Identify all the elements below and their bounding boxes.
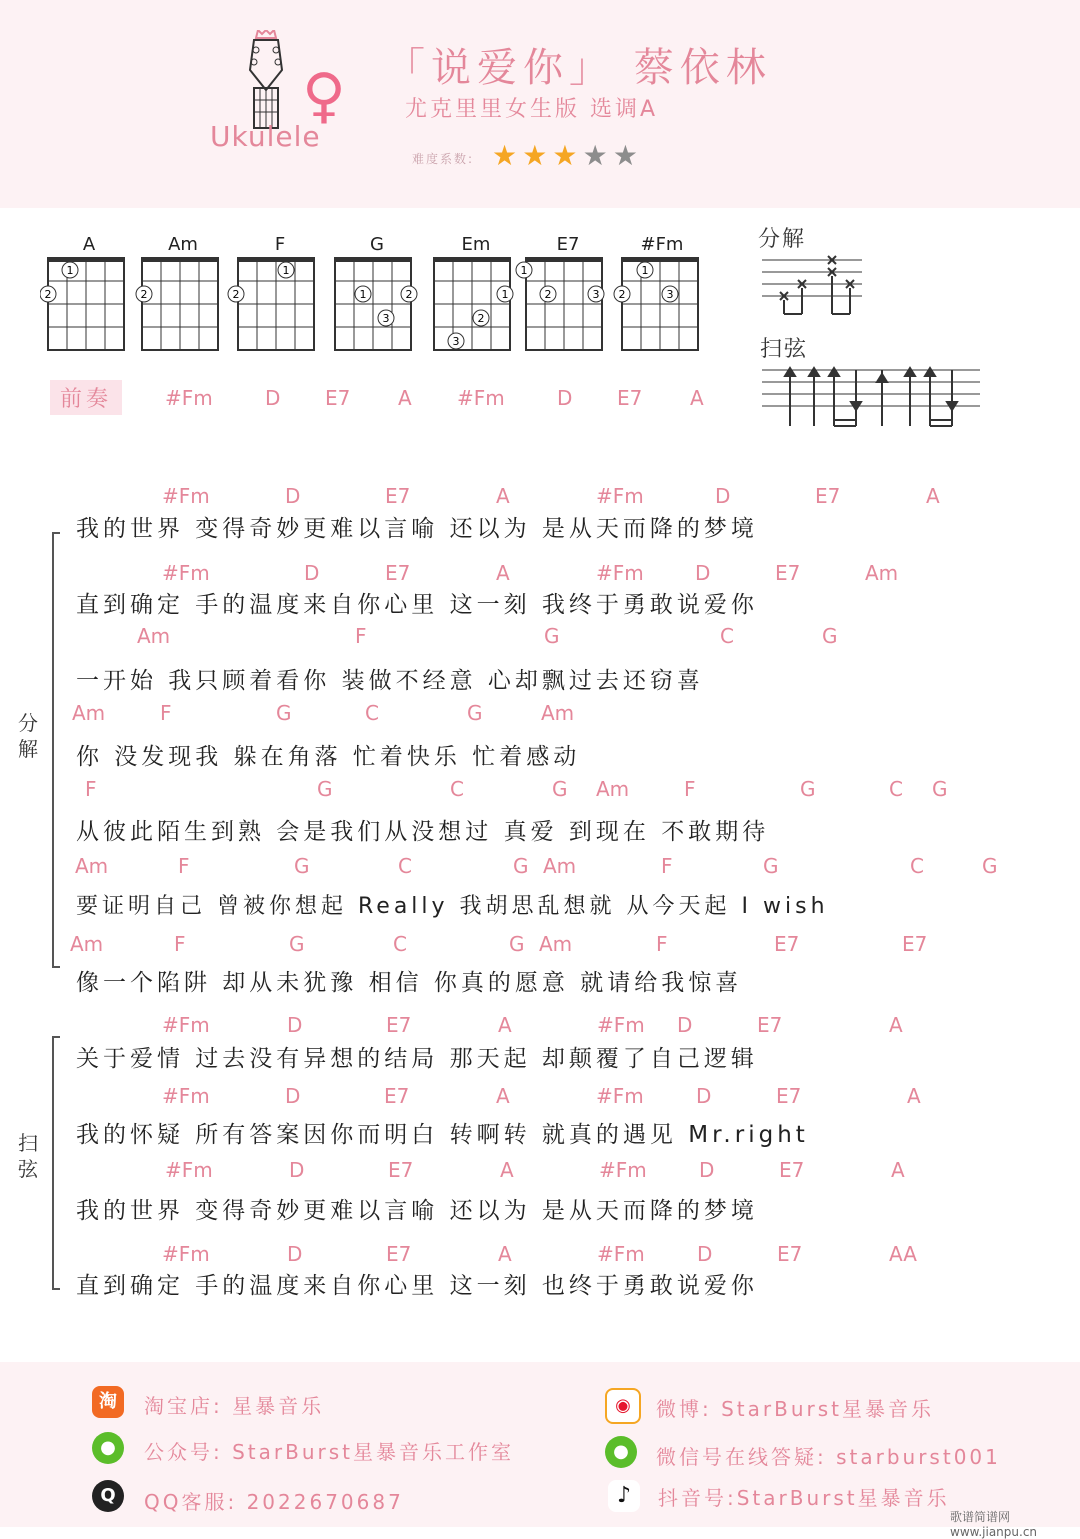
lyric-line: 要证明自己 曾被你想起 Really 我胡思乱想就 从今天起 I wish (76, 894, 829, 919)
difficulty-label: 难度系数: (412, 152, 475, 166)
site-watermark: 歌谱简谱网 www.jianpu.cn (950, 1510, 1038, 1539)
chord-label: E7 (774, 932, 800, 956)
chord-label: Am (70, 932, 104, 956)
lyric-line: 我的世界 变得奇妙更难以言喻 还以为 是从天而降的梦境 (76, 516, 758, 542)
page-subtitle: 尤克里里女生版 选调A (405, 97, 659, 122)
chord-label: #Fm (596, 1084, 644, 1108)
bracket-tick (52, 966, 60, 968)
chord-label: F (174, 932, 186, 956)
douyin-account: 抖音号:StarBurst星暴音乐 (658, 1486, 950, 1510)
lyric-line: 直到确定 手的温度来自你心里 这一刻 也终于勇敢说爱你 (76, 1273, 758, 1299)
star-icon: ★ (492, 139, 518, 172)
chord-label: E7 (388, 1158, 414, 1182)
chord-label: A (496, 561, 510, 585)
section-label-strum: 扫 弦 (18, 1131, 38, 1181)
chord-label: C (365, 701, 379, 725)
chord-name: A (82, 234, 96, 255)
chord-label: D (697, 1242, 713, 1266)
chord-label: D (696, 1084, 712, 1108)
chord-label: G (467, 701, 483, 725)
chord-label: A (496, 484, 510, 508)
chord-label: Am (75, 854, 109, 878)
chord-label: Am (541, 701, 575, 725)
svg-text:3: 3 (452, 335, 460, 348)
chord-label: E7 (385, 484, 411, 508)
chord-label: F (684, 777, 696, 801)
chord-label: E7 (757, 1013, 783, 1037)
star-icon: ★ (582, 139, 608, 172)
chord-label: #Fm (162, 1013, 210, 1037)
taobao-icon: 淘 (92, 1386, 124, 1418)
chord-label: D (287, 1013, 303, 1037)
svg-text:2: 2 (232, 288, 240, 301)
chord-label: A (500, 1158, 514, 1182)
chord-label: E7 (777, 1242, 803, 1266)
qq-icon: Q (92, 1480, 124, 1512)
lyric-line: 直到确定 手的温度来自你心里 这一刻 我终于勇敢说爱你 (76, 592, 758, 618)
chord-label: #Fm (597, 1242, 645, 1266)
chord-label: #Fm (597, 1013, 645, 1037)
intro-chord: E7 (325, 386, 351, 410)
chord-label: E7 (776, 1084, 802, 1108)
chord-label: A (889, 1013, 903, 1037)
chord-label: G (800, 777, 816, 801)
arpeggio-pattern (758, 252, 878, 322)
bracket-tick (52, 532, 60, 534)
chord-label: E7 (386, 1242, 412, 1266)
chord-name: #Fm (640, 234, 684, 255)
chord-label: G (822, 624, 838, 648)
chord-label: A (907, 1084, 921, 1108)
wechat-icon: ● (92, 1432, 124, 1464)
douyin-icon: ♪ (608, 1480, 640, 1512)
lyric-line: 像一个陷阱 却从未犹豫 相信 你真的愿意 就请给我惊喜 (76, 970, 743, 996)
section-bracket-strum (52, 1036, 54, 1290)
chord-label: F (661, 854, 673, 878)
female-icon: ♀ (302, 61, 346, 131)
lyric-line: 我的世界 变得奇妙更难以言喻 还以为 是从天而降的梦境 (76, 1198, 758, 1224)
weibo-icon: ◉ (605, 1388, 641, 1424)
chord-label: A (891, 1158, 905, 1182)
chord-label: #Fm (165, 1158, 213, 1182)
chord-label: A (498, 1242, 512, 1266)
lyric-line: 一开始 我只顾着看你 装做不经意 心却飘过去还窃喜 (76, 668, 704, 694)
chord-name: Am (168, 234, 198, 255)
chord-diagrams (40, 256, 710, 356)
svg-text:1: 1 (359, 288, 367, 301)
taobao-store: 淘宝店: 星暴音乐 (144, 1394, 325, 1418)
strum-pattern (760, 362, 984, 434)
lyric-line: 从彼此陌生到熟 会是我们从没想过 真爱 到现在 不敢期待 (76, 819, 770, 845)
chord-label: A (926, 484, 940, 508)
star-icon: ★ (522, 139, 548, 172)
wechat-icon: ● (605, 1436, 637, 1468)
svg-text:2: 2 (405, 288, 413, 301)
intro-chord: #Fm (165, 386, 213, 410)
wechat-public-account: 公众号: StarBurst星暴音乐工作室 (144, 1440, 514, 1464)
bracket-tick (52, 1288, 60, 1290)
chord-label: Am (865, 561, 899, 585)
chord-label: D (695, 561, 711, 585)
chord-label: G (982, 854, 998, 878)
chord-label: D (287, 1242, 303, 1266)
chord-label: Am (543, 854, 577, 878)
chord-label: G (509, 932, 525, 956)
svg-text:3: 3 (592, 288, 600, 301)
lyric-line: 我的怀疑 所有答案因你而明白 转啊转 就真的遇见 Mr.right (76, 1122, 809, 1148)
chord-label: AA (889, 1242, 917, 1266)
chord-label: F (160, 701, 172, 725)
chord-label: F (656, 932, 668, 956)
chord-label: D (699, 1158, 715, 1182)
chord-label: C (720, 624, 734, 648)
chord-label: Am (72, 701, 106, 725)
page-title: 「说爱你」 蔡依林 (385, 45, 772, 91)
chord-label: G (276, 701, 292, 725)
wechat-qa: 微信号在线答疑: starburst001 (656, 1445, 1001, 1469)
svg-text:3: 3 (382, 312, 390, 325)
chord-label: Am (137, 624, 171, 648)
chord-label: C (393, 932, 407, 956)
chord-label: #Fm (162, 1084, 210, 1108)
svg-text:3: 3 (666, 288, 674, 301)
chord-label: G (294, 854, 310, 878)
intro-chord: D (557, 386, 573, 410)
svg-text:1: 1 (282, 264, 290, 277)
weibo-account: 微博: StarBurst星暴音乐 (656, 1397, 934, 1421)
intro-chord: E7 (617, 386, 643, 410)
chord-label: Am (596, 777, 630, 801)
intro-chord: D (265, 386, 281, 410)
chord-label: F (85, 777, 97, 801)
svg-text:2: 2 (618, 288, 626, 301)
ukulele-icon (236, 30, 306, 130)
chord-label: G (552, 777, 568, 801)
chord-label: A (498, 1013, 512, 1037)
svg-text:1: 1 (66, 264, 74, 277)
intro-chord: A (690, 386, 704, 410)
svg-text:2: 2 (140, 288, 148, 301)
svg-text:1: 1 (501, 288, 509, 301)
chord-label: G (763, 854, 779, 878)
chord-label: F (178, 854, 190, 878)
ukulele-label: Ukulele (210, 120, 321, 153)
chord-label: E7 (385, 561, 411, 585)
chord-label: D (285, 1084, 301, 1108)
chord-label: D (289, 1158, 305, 1182)
chord-label: C (450, 777, 464, 801)
chord-name: G (370, 234, 384, 255)
chord-label: D (304, 561, 320, 585)
chord-name: Em (461, 234, 491, 255)
chord-label: C (398, 854, 412, 878)
intro-chord: A (398, 386, 412, 410)
chord-label: E7 (902, 932, 928, 956)
chord-name: F (274, 234, 286, 255)
chord-label: D (285, 484, 301, 508)
svg-text:2: 2 (44, 288, 52, 301)
star-icon: ★ (552, 139, 578, 172)
strum-pattern-label: 扫弦 (760, 337, 809, 362)
chord-label: C (889, 777, 903, 801)
chord-label: #Fm (162, 484, 210, 508)
chord-label: G (317, 777, 333, 801)
chord-label: D (715, 484, 731, 508)
chord-label: E7 (815, 484, 841, 508)
chord-label: G (544, 624, 560, 648)
chord-label: #Fm (599, 1158, 647, 1182)
svg-text:2: 2 (477, 312, 485, 325)
intro-chord: #Fm (457, 386, 505, 410)
chord-label: #Fm (596, 484, 644, 508)
chord-label: D (677, 1013, 693, 1037)
chord-label: F (355, 624, 367, 648)
lyric-line: 你 没发现我 躲在角落 忙着快乐 忙着感动 (76, 744, 581, 770)
star-icon: ★ (612, 139, 638, 172)
chord-name: E7 (556, 234, 580, 255)
chord-label: E7 (775, 561, 801, 585)
chord-label: C (910, 854, 924, 878)
chord-label: G (513, 854, 529, 878)
qq-service: QQ客服: 2022670687 (144, 1490, 404, 1514)
chord-label: G (932, 777, 948, 801)
chord-label: #Fm (162, 1242, 210, 1266)
svg-text:2: 2 (544, 288, 552, 301)
chord-label: #Fm (162, 561, 210, 585)
section-label-arpeggio: 分 解 (18, 711, 38, 761)
chord-label: E7 (384, 1084, 410, 1108)
chord-label: #Fm (596, 561, 644, 585)
svg-text:1: 1 (520, 264, 528, 277)
arpeggio-pattern-label: 分解 (758, 227, 807, 252)
chord-label: E7 (779, 1158, 805, 1182)
chord-label: Am (539, 932, 573, 956)
chord-label: A (496, 1084, 510, 1108)
lyric-line: 关于爱情 过去没有异想的结局 那天起 却颠覆了自己逻辑 (76, 1046, 758, 1072)
difficulty-stars (492, 139, 638, 172)
chord-label: G (289, 932, 305, 956)
bracket-tick (52, 1036, 60, 1038)
section-bracket-arpeggio (52, 532, 54, 968)
intro-label: 前奏 (50, 380, 122, 415)
svg-text:1: 1 (641, 264, 649, 277)
chord-label: E7 (386, 1013, 412, 1037)
